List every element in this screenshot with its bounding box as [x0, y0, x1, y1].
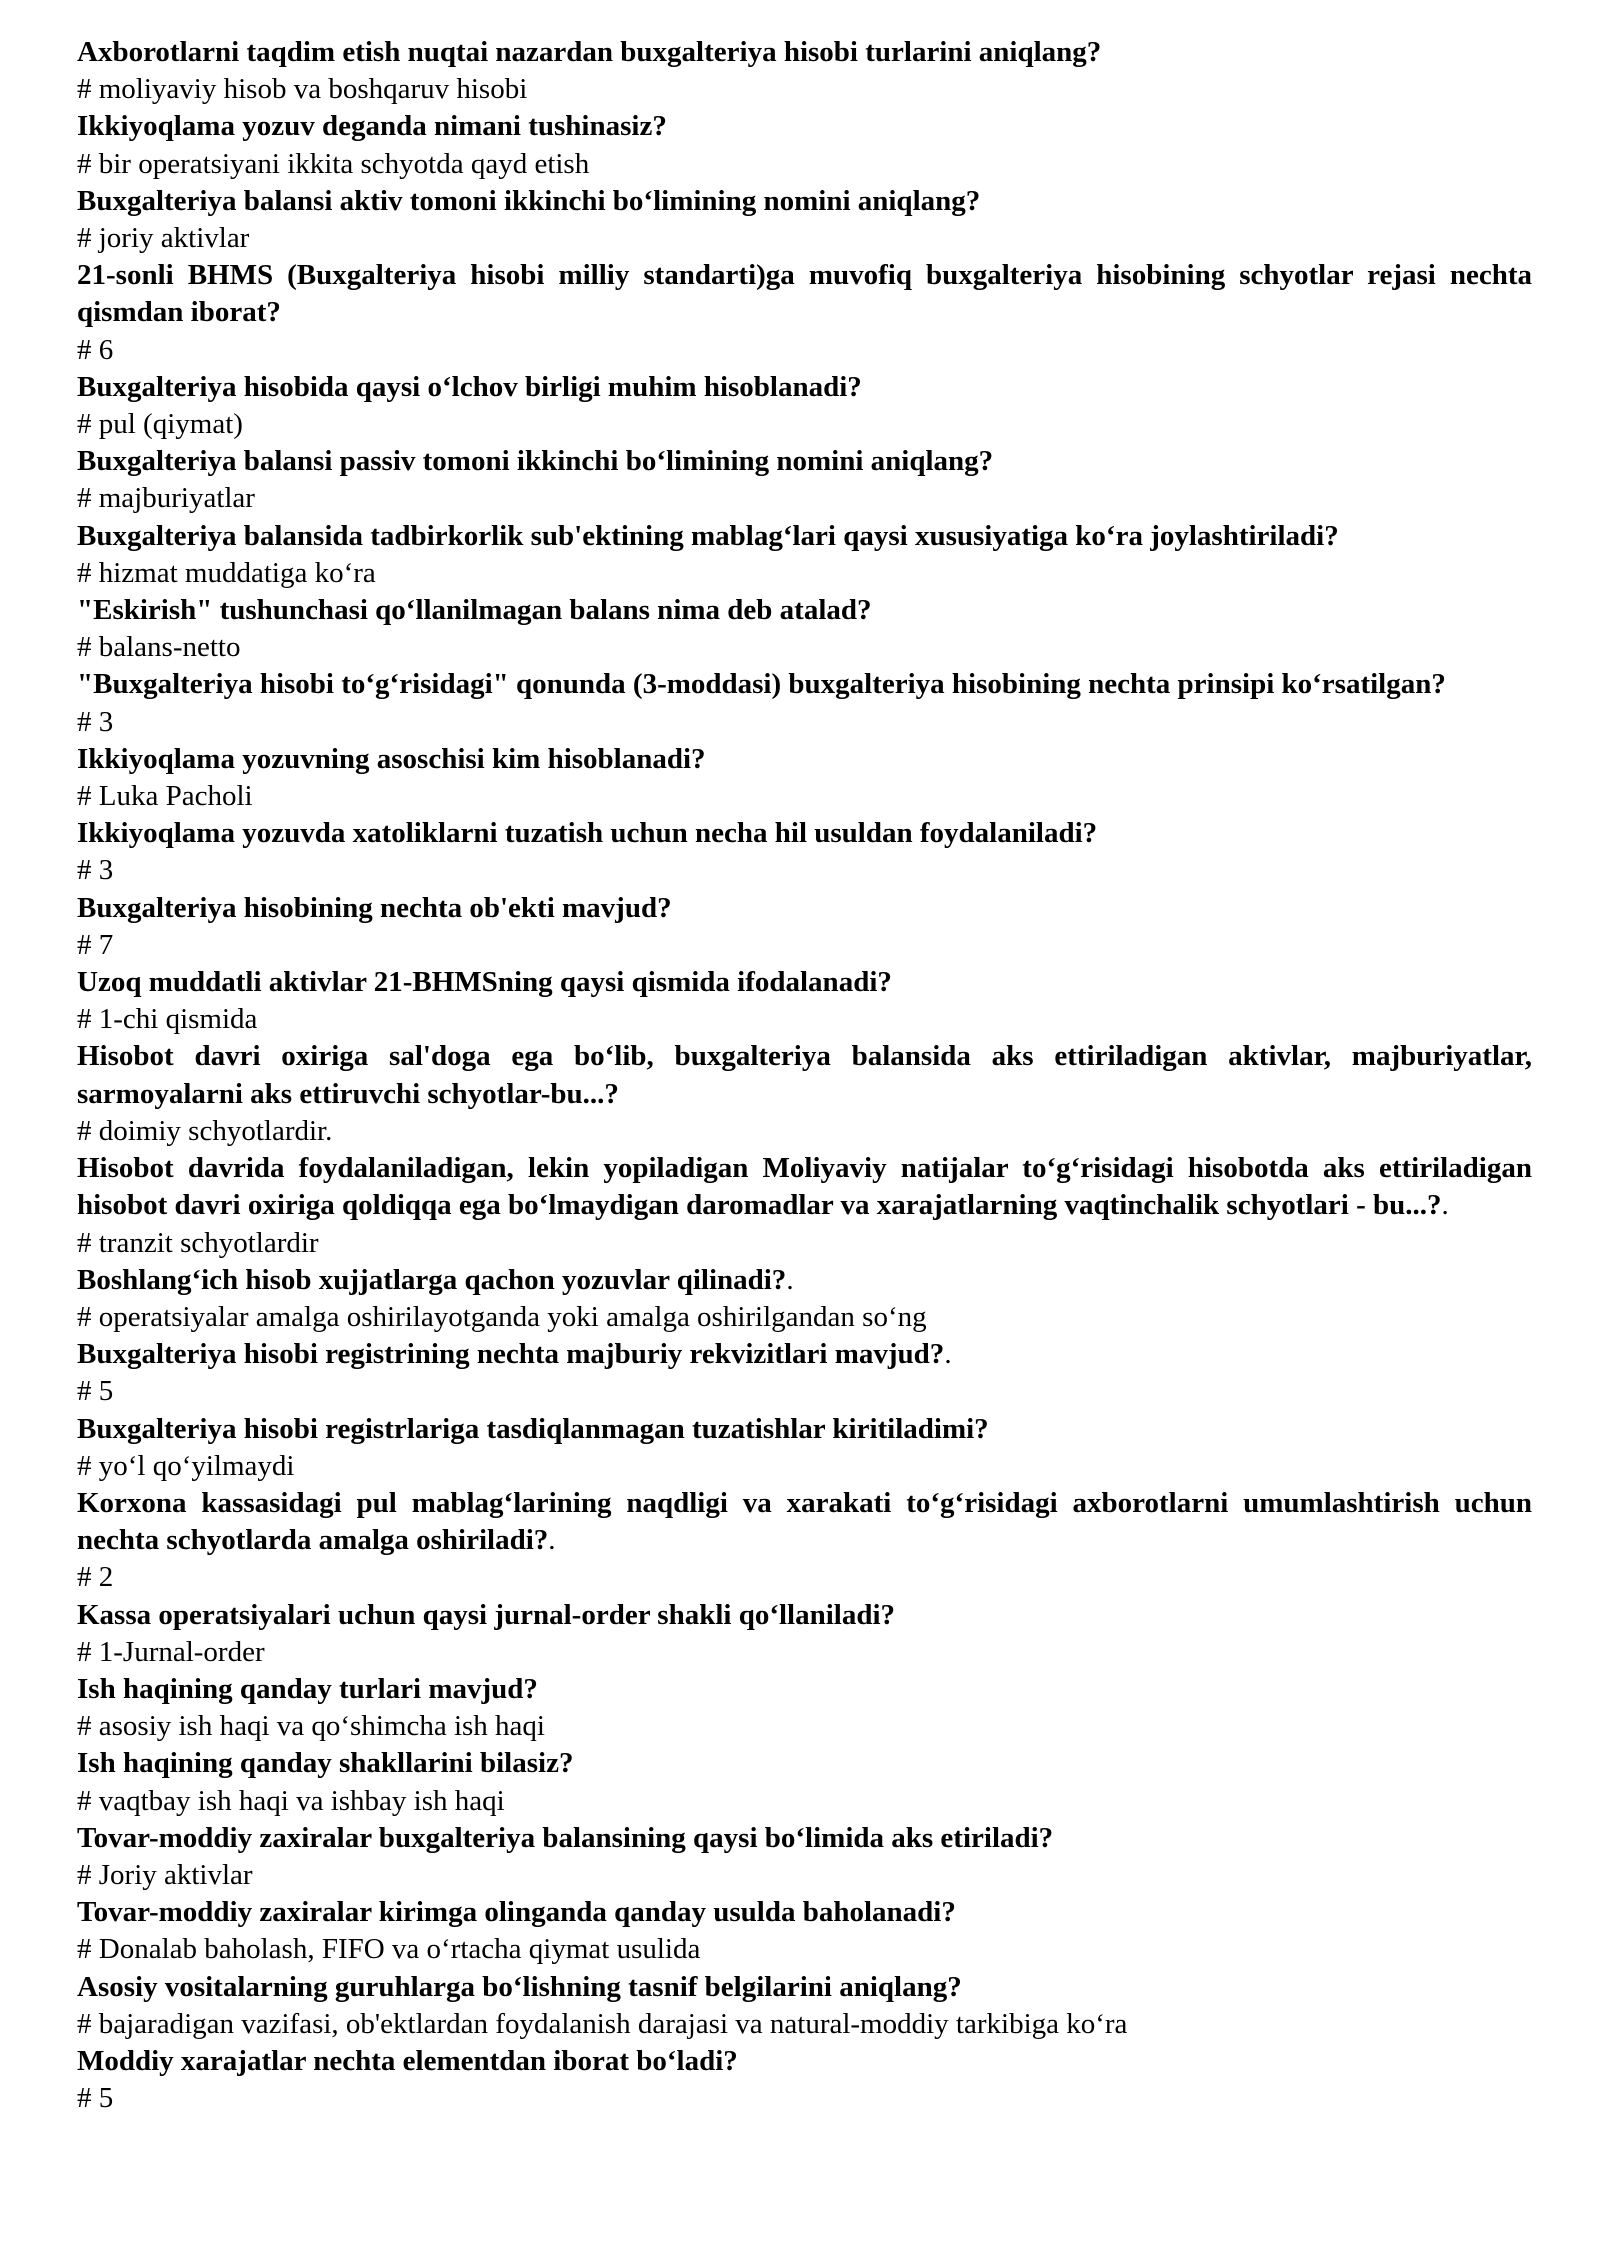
question-main: Tovar-moddiy zaxiralar buxgalteriya balansining qaysi bo‘limida aks etiriladi?: [77, 1821, 1054, 1854]
answer-text: # hizmat muddatiga ko‘ra: [77, 556, 376, 589]
answer-text: # 5: [77, 2082, 114, 2115]
answer-text: # Luka Pacholi: [77, 780, 253, 813]
qa-item: [77, 443, 1532, 517]
question-main: Ikkiyoqlama yozuv deganda nimani tushinasiz?: [77, 110, 667, 143]
question-main: Hisobot davrida foydalaniladigan, lekin yopiladigan Moliyaviy natijalar to‘g‘risidagi hisobotda aks ettiriladigan hisobot davri oxiriga qoldiqqa ega bo‘lmaydigan daromadlar va xarajatlarning vaqtinchalik schyotlari - bu...?: [77, 1152, 1532, 1222]
question-text: [77, 1820, 1532, 1857]
qa-item: [77, 183, 1532, 257]
question-main: Buxgalteriya balansi passiv tomoni ikkinchi bo‘limining nomini aniqlang?: [77, 445, 994, 478]
question-text: [77, 1411, 1532, 1448]
question-text: [77, 369, 1532, 406]
answer-text: # Joriy aktivlar: [77, 1858, 253, 1891]
question-text: [77, 890, 1532, 927]
question-main: Moddiy xarajatlar nechta elementdan iborat bo‘ladi?: [77, 2044, 738, 2077]
question-tail: .: [1441, 1189, 1449, 1222]
question-text: [77, 1262, 1532, 1299]
question-main: Boshlang‘ich hisob xujjatlarga qachon yozuvlar qilinadi?: [77, 1263, 787, 1296]
qa-item: [77, 666, 1532, 740]
answer-text: # operatsiyalar amalga oshirilayotganda yoki amalga oshirilgandan so‘ng: [77, 1300, 927, 1333]
question-main: Ish haqining qanday shakllarini bilasiz?: [77, 1747, 574, 1780]
qa-item: [77, 815, 1532, 889]
question-text: [77, 964, 1532, 1001]
answer-text: # 6: [77, 333, 114, 366]
qa-item: [77, 369, 1532, 443]
qa-item: [77, 34, 1532, 108]
answer-text: # balans-netto: [77, 631, 241, 664]
question-text: [77, 257, 1532, 331]
answer-text: # asosiy ish haqi va qo‘shimcha ish haqi: [77, 1710, 545, 1743]
question-text: [77, 108, 1532, 145]
question-main: Buxgalteriya hisobi registrining nechta majburiy rekvizitlari mavjud?: [77, 1338, 945, 1371]
qa-item: [77, 518, 1532, 592]
qa-item: [77, 1597, 1532, 1671]
question-main: Ish haqining qanday turlari mavjud?: [77, 1672, 538, 1705]
qa-item: [77, 257, 1532, 369]
question-text: [77, 1894, 1532, 1931]
qa-item: [77, 741, 1532, 815]
document-page: [77, 34, 1532, 2117]
question-text: [77, 666, 1532, 703]
question-text: [77, 592, 1532, 629]
answer-text: # doimiy schyotlardir.: [77, 1114, 333, 1147]
question-main: Buxgalteriya hisobining nechta ob'ekti mavjud?: [77, 891, 672, 924]
question-tail: .: [944, 1338, 952, 1371]
answer-text: # 5: [77, 1375, 114, 1408]
question-text: [77, 815, 1532, 852]
question-text: [77, 518, 1532, 555]
question-text: [77, 443, 1532, 480]
qa-item: [77, 2043, 1532, 2117]
question-main: Uzoq muddatli aktivlar 21-BHMSning qaysi qismida ifodalanadi?: [77, 966, 892, 999]
question-text: [77, 183, 1532, 220]
question-text: [77, 1671, 1532, 1708]
question-main: Korxona kassasidagi pul mablag‘larining naqdligi va xarakati to‘g‘risidagi axborotlarni umumlashtirish uchun nechta schyotlarda amalga oshiriladi?: [77, 1486, 1532, 1557]
qa-item: [77, 108, 1532, 182]
question-main: Ikkiyoqlama yozuvda xatoliklarni tuzatish uchun necha hil usuldan foydalaniladi?: [77, 817, 1098, 850]
qa-item: [77, 1894, 1532, 1968]
answer-text: # vaqtbay ish haqi va ishbay ish haqi: [77, 1784, 505, 1817]
qa-item: [77, 1969, 1532, 2043]
question-main: 21-sonli BHMS (Buxgalteriya hisobi milliy standarti)ga muvofiq buxgalteriya hisobining schyotlar rejasi nechta qismdan iborat?: [77, 259, 1532, 329]
answer-text: # 1-Jurnal-order: [77, 1635, 265, 1668]
question-main: Tovar-moddiy zaxiralar kirimga olinganda qanday usulda baholanadi?: [77, 1896, 956, 1929]
question-main: "Eskirish" tushunchasi qo‘llanilmagan balans nima deb atalad?: [77, 594, 872, 627]
qa-item: [77, 1485, 1532, 1597]
answer-text: # majburiyatlar: [77, 482, 255, 515]
qa-item: [77, 890, 1532, 964]
question-text: [77, 1485, 1532, 1559]
qa-item: [77, 1262, 1532, 1336]
question-text: [77, 1336, 1532, 1373]
question-main: Axborotlarni taqdim etish nuqtai nazardan buxgalteriya hisobi turlarini aniqlang?: [77, 36, 1102, 68]
qa-item: [77, 1038, 1532, 1150]
question-text: [77, 1150, 1532, 1224]
answer-text: # joriy aktivlar: [77, 222, 250, 255]
answer-text: # 2: [77, 1561, 114, 1594]
question-main: "Buxgalteriya hisobi to‘g‘risidagi" qonunda (3-moddasi) buxgalteriya hisobining nechta prinsipi ko‘rsatilgan?: [77, 668, 1446, 701]
question-main: Buxgalteriya balansida tadbirkorlik sub'ektining mablag‘lari qaysi xususiyatiga ko‘ra joylashtiriladi?: [77, 519, 1339, 552]
answer-text: # bajaradigan vazifasi, ob'ektlardan foydalanish darajasi va natural-moddiy tarkibiga ko‘ra: [77, 2007, 1128, 2040]
qa-item: [77, 964, 1532, 1038]
question-text: [77, 2043, 1532, 2080]
answer-text: # tranzit schyotlardir: [77, 1226, 319, 1259]
qa-item: [77, 1411, 1532, 1485]
answer-text: # Donalab baholash, FIFO va o‘rtacha qiymat usulida: [77, 1933, 701, 1966]
question-main: Asosiy vositalarning guruhlarga bo‘lishning tasnif belgilarini aniqlang?: [77, 1970, 962, 2003]
question-tail: .: [786, 1263, 794, 1296]
answer-text: # 3: [77, 705, 114, 738]
answer-text: # pul (qiymat): [77, 408, 243, 441]
question-main: Buxgalteriya hisobida qaysi o‘lchov birligi muhim hisoblanadi?: [77, 370, 862, 403]
question-main: Buxgalteriya balansi aktiv tomoni ikkinchi bo‘limining nomini aniqlang?: [77, 184, 981, 217]
qa-item: [77, 1336, 1532, 1410]
question-tail: .: [548, 1524, 556, 1557]
qa-item: [77, 1150, 1532, 1262]
answer-text: # bir operatsiyani ikkita schyotda qayd etish: [77, 147, 590, 180]
question-main: Hisobot davri oxiriga sal'doga ega bo‘lib, buxgalteriya balansida aks ettiriladigan aktivlar, majburiyatlar, sarmoyalarni aks ettiruvchi schyotlar-bu...?: [77, 1040, 1532, 1110]
question-main: Kassa operatsiyalari uchun qaysi jurnal-order shakli qo‘llaniladi?: [77, 1598, 896, 1631]
answer-text: # 1-chi qismida: [77, 1003, 258, 1036]
question-text: [77, 1969, 1532, 2006]
question-text: [77, 1745, 1532, 1782]
answer-text: # 7: [77, 928, 114, 961]
answer-text: # 3: [77, 854, 114, 887]
qa-list: [77, 34, 1532, 2117]
question-main: Ikkiyoqlama yozuvning asoschisi kim hisoblanadi?: [77, 742, 706, 775]
question-text: [77, 741, 1532, 778]
qa-item: [77, 592, 1532, 666]
question-main: Buxgalteriya hisobi registrlariga tasdiqlanmagan tuzatishlar kiritiladimi?: [77, 1412, 989, 1445]
qa-item: [77, 1671, 1532, 1745]
answer-text: # moliyaviy hisob va boshqaruv hisobi: [77, 73, 528, 106]
question-text: [77, 1597, 1532, 1634]
question-text: [77, 34, 1532, 71]
qa-item: [77, 1820, 1532, 1894]
answer-text: # yo‘l qo‘yilmaydi: [77, 1449, 295, 1482]
qa-item: [77, 1745, 1532, 1819]
question-text: [77, 1038, 1532, 1112]
